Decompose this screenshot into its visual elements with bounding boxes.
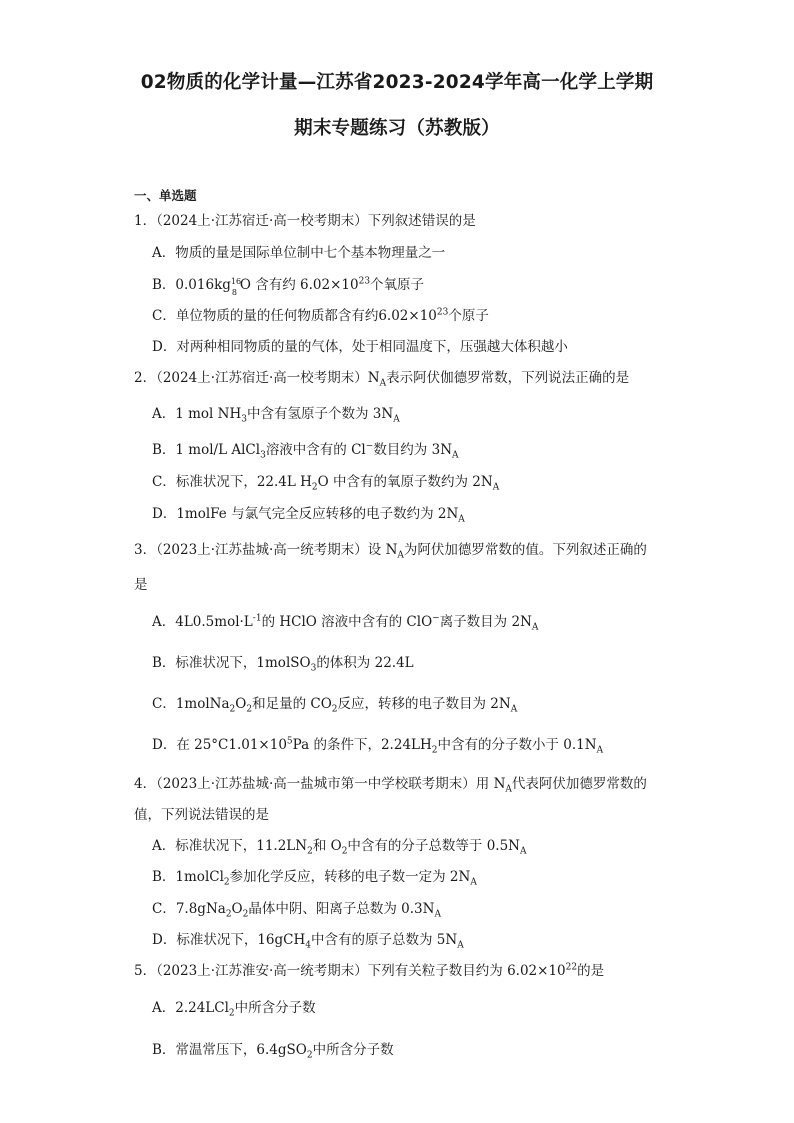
- question-1-option-d: D．对两种相同物质的量的气体，处于相同温度下，压强越大体积越小: [152, 339, 568, 355]
- question-5-option-a: A．2.24LCl$_2$中所含分子数: [152, 1000, 316, 1019]
- question-3-stem: 3．（2023上·江苏盐城·高一统考期末）设 $N_A$为阿伏加德罗常数的值。下列叙述正确的: [134, 542, 647, 561]
- question-1-stem: 1．（2024上·江苏宿迁·高一校考期末）下列叙述错误的是: [134, 213, 476, 229]
- document-title-line-1: 02物质的化学计量—江苏省2023-2024学年高一化学上学期: [140, 72, 654, 93]
- question-2-option-a: A．1 mol $NH_3$中含有氢原子个数为 $3N_A$: [152, 406, 400, 425]
- question-3-option-c: C．$1molNa_2O_2$和足量的 $CO_2$反应，转移的电子数目为 $2N_A$: [152, 696, 518, 715]
- section-heading: 一、单选题: [134, 188, 197, 203]
- isotope-notation: 16 8: [230, 277, 242, 297]
- question-4-option-d: D．标准状况下，16gCH$_4$中含有的原子总数为 $5N_A$: [152, 932, 464, 951]
- question-4-option-c: C．$7.8gNa_2O_2$晶体中阴、阳离子总数为 $0.3N_A$: [152, 901, 441, 920]
- question-5-option-b: B．常温常压下，6.4gSO$_2$中所含分子数: [152, 1042, 394, 1061]
- question-1-option-c: C．单位物质的量的任何物质都含有约$6.02\times 10^{23}$个原子: [152, 307, 489, 324]
- question-3-option-b: B．标准状况下，1molSO$_3$的体积为 22.4L: [152, 655, 414, 674]
- question-4-stem-line-2: 值，下列说法错误的是: [134, 807, 269, 823]
- question-5-stem: 5．（2023上·江苏淮安·高一统考期末）下列有关粒子数目约为 $6.02\times 10^{22}$的是: [134, 962, 605, 979]
- question-4-stem: 4．（2023上·江苏盐城·高一盐城市第一中学校联考期末）用 $N_A$代表阿伏加德罗常数的: [134, 776, 647, 795]
- question-2-stem: 2．（2024上·江苏宿迁·高一校考期末）$N_A$表示阿伏伽德罗常数，下列说法正确的是: [134, 370, 630, 389]
- question-2-option-b: B．1 mol/L AlCl$_3$溶液中含有的 Cl−数目约为 $3N_A$: [152, 441, 459, 461]
- question-4-option-b: B．1molCl$_2$参加化学反应，转移的电子数一定为 $2N_A$: [152, 869, 477, 888]
- question-3-option-d: D．在 $25^\circ C1.01\times 10^5Pa$ 的条件下，$2.24LH_2$中含有的分子数小于 $0.1N_A$: [152, 736, 604, 756]
- question-3-stem-line-2: 是: [134, 577, 148, 593]
- question-2-option-c: C．标准状况下，22.4L $H_2O$ 中含有的氧原子数约为 $2N_A$: [152, 474, 500, 493]
- document-title-line-2: 期末专题练习（苏教版）: [294, 118, 500, 139]
- question-1-option-b: B．0.016kg 16 8 O 含有约 $6.02\times 10^{23}$个氧原子: [152, 276, 425, 297]
- question-2-option-d: D．1molFe 与氯气完全反应转移的电子数约为 $2N_A$: [152, 506, 465, 525]
- question-4-option-a: A．标准状况下，$11.2LN_2$和 $O_2$中含有的分子总数等于 $0.5N_A$: [152, 838, 527, 857]
- question-3-option-a: A．$4L0.5mol\cdot L^{-1}$的 HClO 溶液中含有的 ClO−离子数目为 $2N_A$: [152, 613, 539, 633]
- question-1-option-a: A．物质的量是国际单位制中七个基本物理量之一: [152, 245, 446, 261]
